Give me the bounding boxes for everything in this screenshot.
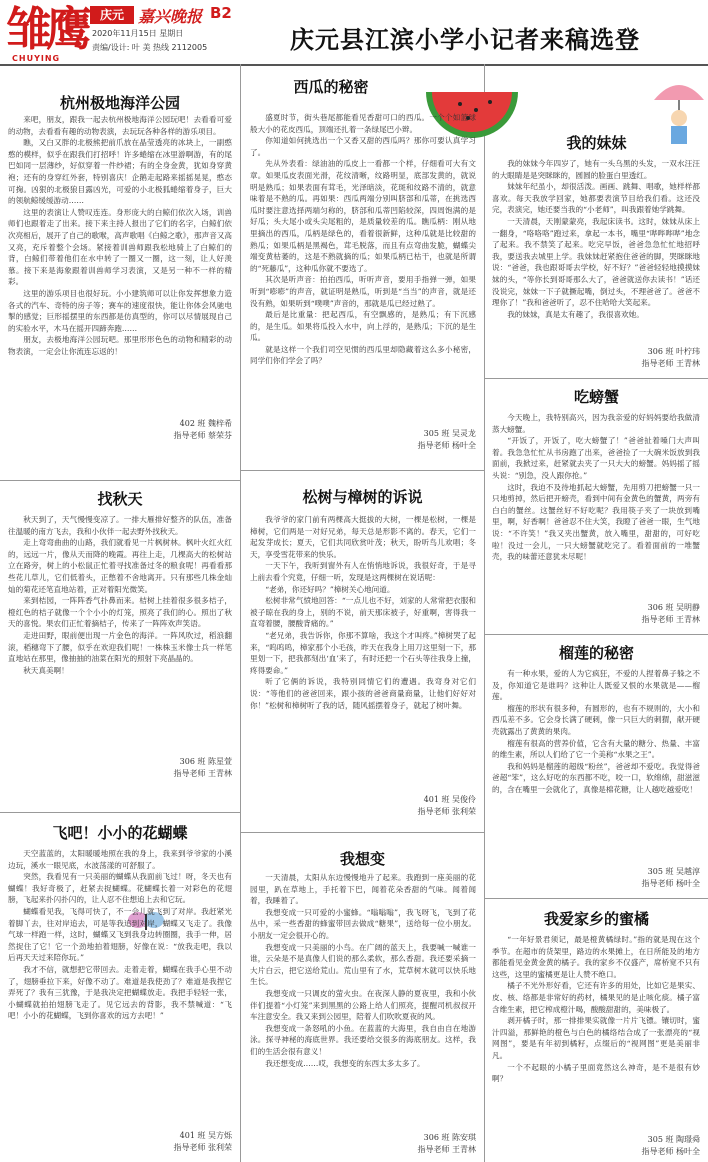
article-paragraph: 松树非常气愤地回答：“一点儿也不好，刘家的人常常把衣服和被子晾在我的身上，别的不说，前天那床被子，好重啊，害得我一直弯着腰，腰酸背痛的。”	[250, 596, 476, 629]
byline-author: 305 班 吴灵龙	[423, 429, 476, 438]
byline-author: 401 班 吴俊伶	[423, 795, 476, 804]
article-paragraph: 蝴蝶看见我，飞得可快了，不一会儿就飞到了对岸。我赶紧光着脚丫去，往对岸追去，可是等我追到对岸，蝴蝶又飞走了。我像气球一样跑一样，这时，蝴蝶又飞到我身边转圈圈，我手一伸，居然捉住了它！它一个劲地拍着翅膀，好像在说：“放我走吧，我以后再天天过来陪你玩。”	[8, 906, 232, 963]
article-paragraph: 这里的表演让人赞叹连连。身形庞大的白鲸们依次入场，训兽师们也跟着走了出来。接下来主持人报出了它们的名字，白鲸们依次亮相后，展开了自己的歌喉，高声歌唱《白鲸之歌》，那声音又高又亮，充斥着整个会场。紧接着训兽师跟我松地骑上了白鲸们的背，白鲸们带着他们在水中转了一圈又一圈，这一刻，让人好羡慕。接下来是海象跟着训兽师学习表演，又是另一种不一样的精彩。	[8, 207, 232, 287]
article-paragraph: 我想变成一只可爱的小蜜蜂。“嗡嗡嗡”，我飞呀飞，飞到了花丛中，采一些香甜的蜂蜜带回去做成“糖果”，送给每一位小朋友。小朋友一定会很开心的。	[250, 907, 476, 940]
byline-author: 306 班 吴明静	[647, 603, 700, 612]
byline-teacher: 指导老师 杨叶全	[641, 1147, 700, 1156]
logo-text: 雏鹰	[6, 2, 86, 56]
article-body-c1	[492, 158, 700, 344]
article-title-c2: 吃螃蟹	[573, 388, 619, 406]
article-title-c4: 我爱家乡的蜜橘	[543, 910, 649, 928]
article-paragraph: 妹妹年纪虽小，却很活泼。画画、跳舞、唱歌，她样样都喜欢。每天我放学回家，她都要表演节目给我们看。这还没完，表演完，她还要当我的“小老师”，叫我跟着她学跳舞。	[492, 182, 700, 215]
article-body-a2	[8, 514, 232, 754]
byline-teacher: 指导老师 杨叶全	[641, 879, 700, 888]
byline-author: 306 班 叶柠玮	[647, 347, 700, 356]
article-title-a3: 飞吧！小小的花蝴蝶	[52, 824, 188, 842]
page-title: 庆元县江滨小学小记者来稿选登	[290, 26, 640, 54]
article-paragraph: 我爷爷的家门前有两棵高大挺拔的大树，一棵是松树，一棵是樟树，它们两是一对好兄弟，每天总是形影不离的。春天，它们一起发芽成长；夏天，它们共同欣赏叶茂；秋天，盼听鸟儿欢唱；冬天，享受雪花带来的快乐。	[250, 515, 476, 559]
article-paragraph: 剥开橘子时，那一排排果实就像一片片飞镖。镶切时，蜜汁四溢，那鲜艳的橙色与白色的橘络结合成了一张漂亮的“视网图”，要是有年初到橘籽，点缀后的“视网图”更是美丽非凡。	[492, 1016, 700, 1060]
article-paragraph: 一个不起眼的小橘子里面竟然这么神奇，是不是很有妙啊？	[492, 1062, 700, 1084]
article-byline-c1	[492, 346, 700, 370]
editor-credits: 责编/设计: 叶 美 热线 2112005	[92, 43, 208, 52]
byline-teacher: 指导老师 王青林	[417, 1145, 476, 1154]
article-paragraph: 今天晚上，我特别高兴，因为我亲爱的好妈妈要给我做清蒸大螃蟹。	[492, 413, 700, 434]
article-body-c4	[492, 934, 700, 1126]
article-byline-a3	[8, 1130, 232, 1154]
article-paragraph: 榴莲有很高的营养价值，它含有大量的糖分、热量、丰富的维生素，所以人们给了它一个美称“水果之王”。	[492, 738, 700, 760]
article-paragraph: 瞧，又白又胖的北极熊把前爪放在晶莹透亮的冰块上，一副憨憨的模样，似乎在跟我们打招呼！许多蜷缩在冰里游啊游，有的尾巴如同一层薄纱，好似穿着一件纱裙；有的全身金黄，犹如身穿黄袍；还有的身穿红外套，特别喜庆！企鹅走起路来摇摇晃晃，憨态可掬。凶狠的北极狼目露凶光，可爱的小北极狐蜷缩着身子，巨大的领航鲸缓缓游动……	[8, 138, 232, 206]
article-paragraph: 我和妈妈是榴莲的超级“粉丝”，爸爸却不爱吃。我觉得爸爸超“笨”，这么好吃的东西都不吃，咬一口，软绵绵，甜滋滋的，含在嘴里一会就化了，真像是棉花糖，让人越吃越爱吃！	[492, 761, 700, 794]
byline-teacher: 指导老师 张利荣	[417, 807, 476, 816]
article-paragraph: 榴莲的形状有很多种，有圆形的，也有不规则的，大小和西瓜差不多。它会身长满了硬刺，像一只巨大的刺猬，献开硬壳就露出了黄黄的果肉。	[492, 703, 700, 736]
article-paragraph: 听了它俩的诉说，我特别同情它们的遭遇。我弯身对它们说：“等他们的爸爸回来，跟小孩的爸爸商量商量，让他们好好对你！”松树和樟树听了我的话，随风摇摆着身子，就起了树叶舞。	[250, 677, 476, 710]
article-body-b2	[250, 514, 476, 790]
article-byline-a2	[8, 756, 232, 780]
article-paragraph: “开饭了，开饭了，吃大螃蟹了！”爸爸扯着嗓门大声叫着。我急急忙忙从书房跑了出来，爸爸捡了一大碗米饭放到我面前，我掀过来，赶紧就去夹了一只大大的螃蟹。妈妈摇了摇头说：“别急，没人跟你抢。”	[492, 436, 700, 480]
article-title-a1: 杭州极地海洋公园	[59, 94, 180, 112]
article-body-a1	[8, 114, 232, 416]
byline-author: 306 班 陈安琪	[423, 1133, 476, 1142]
article-paragraph: 一天清晨，太阳从东边慢慢地升了起来。我跑到一座美丽的花园里，趴在草地上，手托着下巴，闻着花朵香甜的气味。闻着闻着，我睡着了。	[250, 873, 476, 906]
article-byline-b2	[250, 794, 476, 818]
article-title-b1: 西瓜的秘密	[293, 78, 369, 96]
article-paragraph: 来吧，朋友，跟我一起去杭州极地海洋公园玩吧！去看看可爱的动物，去看看有趣的动物表演，去玩玩各种各样的游乐项目。	[8, 115, 232, 136]
byline-author: 306 班 陈星萱	[179, 757, 232, 766]
divider-c3	[485, 898, 708, 899]
article-paragraph: 其次是听声音：拍拍西瓜，听听声音，要用手指弹一弹，如果听到“嘭嘭”的声音，就证明是熟瓜，听到是“当当”的声音，就是还没有熟，如果听到“噗噗”声音的，那就是瓜已经过熟了。	[250, 275, 476, 308]
byline-author: 305 班 吴越淳	[647, 867, 700, 876]
newspaper-name: 嘉兴晚报	[138, 7, 203, 26]
article-paragraph: 橘子不光外形好看，它还有许多的用处，比如它是果实、皮、核、络都是非常好的药材，橘果见的是止咳化痰。橘子富含维生素，把它榨成橙汁喝，酸酸甜甜的，美味极了。	[492, 981, 700, 1014]
article-byline-c4	[492, 1134, 700, 1158]
divider-a2	[0, 812, 240, 813]
article-body-c3	[492, 668, 700, 864]
article-byline-c3	[492, 866, 700, 890]
article-paragraph: 盛夏时节，街头巷尾都能看见香甜可口的西瓜。一个个如篮球般大小的花皮西瓜，顶端还扎着一条绿尾巴小辫。	[250, 113, 476, 134]
masthead	[0, 0, 708, 70]
byline-teacher: 指导老师 张利荣	[173, 1143, 232, 1152]
divider-b1	[241, 470, 484, 471]
byline-teacher: 指导老师 王青林	[173, 769, 232, 778]
article-paragraph: 天空蓝蓝的，太阳暖暖地照在我的身上，我来到爷爷家的小溪边玩，溪水一眼见底，水波荡漾的可舒服了。	[8, 849, 232, 870]
article-paragraph: 来到桔园，一阵阵香气扑鼻而来。桔树上挂着很多很多桔子，橙红色的桔子就像一个个小小的灯笼，照亮了我们的心。照出了秋天的喜悦。果农们正忙着摘桔子，传来了一阵阵欢声笑语。	[8, 596, 232, 629]
article-title-c3: 榴莲的秘密	[558, 644, 634, 662]
byline-author: 402 班 魏梓希	[179, 419, 232, 428]
article-body-b3	[250, 872, 476, 1128]
byline-teacher: 指导老师 王青林	[641, 359, 700, 368]
article-paragraph: 这里的游乐项目也很好玩。小小建筑师可以让你发挥想象力造各式的汽车、奇特的房子等；赛车的速度很快，能让你体会风驰电掣的感觉；巨形摇摆里的东西都是仿真型的，你可以尽情展现自己的实验水平，木马在摇开四蹄奔跑……	[8, 288, 232, 333]
article-paragraph: 我的妹妹今年四岁了，她有一头乌黑的头发，一双水汪汪的大眼睛是是突眯眯的，圆圆的脸蛋白里透红。	[492, 159, 700, 180]
article-body-b1	[250, 112, 476, 424]
article-byline-b1	[250, 428, 476, 452]
byline-author: 401 班 吴方烁	[179, 1131, 232, 1140]
column-divider-left	[240, 64, 241, 1162]
byline-teacher: 指导老师 王青林	[641, 615, 700, 624]
byline-author: 305 班 陶璟舜	[647, 1135, 700, 1144]
article-paragraph: 最后是比重量：把起西瓜，有空飘感的，是熟瓜；有下沉感的，是生瓜。如果将瓜投入水中，向上浮的，是熟瓜；下沉的是生瓜。	[250, 310, 476, 343]
article-title-c1: 我的妹妹	[566, 134, 627, 152]
logo-english: CHUYING	[12, 54, 61, 63]
divider-b2	[241, 832, 484, 833]
article-body-a3	[8, 848, 232, 1126]
article-title-b2: 松树与樟树的诉说	[302, 488, 423, 506]
divider-a1	[0, 480, 240, 481]
article-paragraph: 我想变成一只调皮的萤火虫。在夜深人静的夏夜里，我和小伙伴们提着“小灯笼”来到黑黑的公路上给人们照亮，提醒司机叔叔开车注意安全。我又来到公园里，陪着人们吹吹夏夜的风。	[250, 988, 476, 1022]
article-paragraph: 朋友，去极地海洋公园玩吧。那里形形色色的动物和精彩的动物表演，一定会让你流连忘返的！	[8, 335, 232, 356]
article-paragraph: 就是这样一个我们司空见惯的西瓜里却隐藏着这么多小秘密，同学们你们学会了吗？	[250, 344, 476, 366]
article-paragraph: 我想变成一条怒吼的小鱼。在蓝蓝的大海里，我自由自在地游泳。探寻神秘的海底世界。我还要给交很多的海底朋友。这样，我们的生活会很有意义！	[250, 1023, 476, 1056]
byline-teacher: 指导老师 杨叶全	[417, 441, 476, 450]
article-paragraph: 我才不信，就想把它带回去。走着走着，蝴蝶在我手心里不动了，翅膀垂拉下来，好像不动了。难道是我使劲了？难道是我捏它弄死了？我有三犹豫，于是我决定把蝴蝶放走。我把手轻轻一张，小蝴蝶就拍拍翅膀飞走了。见它远去的背影，我不禁喊道：“飞吧！小小的花蝴蝶，飞到你喜欢的远方去吧！”	[8, 964, 232, 1021]
article-body-c2	[492, 412, 700, 598]
article-paragraph: 有一种水果，爱的人为它疯狂，不爱的人捏着鼻子躲之不及，你知道它是谁吗？这种让人既爱又恨的水果就是——榴莲。	[492, 669, 700, 702]
article-paragraph: 秋天真美啊！	[23, 665, 69, 675]
top-rule	[0, 64, 708, 66]
article-paragraph: 走进田野，眼前便出现一片金色的海洋。一阵风吹过，稻浪翻滚，稻穗弯下了腰，似乎在欢迎我们呢！一株株玉米像士兵一样笔直地站在那里，像抽抽的油菜在阳光的照射下亮晶晶的。	[8, 630, 232, 664]
byline-teacher: 指导老师 蔡荣芬	[173, 431, 232, 440]
article-paragraph: 秋天到了，天气慢慢变凉了。一排大雁排好整齐的队伍，准备往温暖的南方飞去，我和小伙伴一起去野外找秋天。	[8, 515, 232, 536]
masthead-logo	[6, 2, 86, 63]
article-paragraph: 我想变成一只美丽的小鸟。在广阔的蓝天上，我要喊一喊谁一谁，云朵是不是真像人们说的那么柔软，那么香甜。我还要采摘一大片白云，把它送给荒山。荒山里有了水，荒草树木就可以快乐地生长。	[250, 942, 476, 987]
article-paragraph: “老兄弟，我告诉你，你那不算啥，我这个才叫疼。”樟树哭了起来，“呜呜呜，樟家那个小毛孩，昨天在我身上用刀这里刻一下，那里划一下，把我都刻出‘血’来了，有时还把一个石头等往我身上撞，疼得要命。”	[250, 630, 476, 675]
article-paragraph: 突然，我看见有一只美丽的蝴蝶从我面前飞过！呀，冬天也有蝴蝶！我好奇极了，赶紧去捉蝴蝶。花蝴蝶长着一对彩色的花翅膀，飞起来扑闪扑闪的，让人忍不住想追上去和它玩。	[8, 872, 232, 905]
article-byline-b3	[250, 1132, 476, 1156]
article-paragraph: 我还想变成……哎，我想变的东西太多太多了。	[265, 1058, 425, 1068]
article-paragraph: 先从外表看：绿油油的瓜皮上一看都一个样，仔细看可大有文章。如果瓜皮表面光滑，花纹清晰，纹路明显，底部发黄的，就说明是熟瓜；如果表面有茸毛，光泽暗淡，花斑和纹路不清的，就意味着是不熟的瓜。再如果：西瓜两端分别叫脐部和瓜蒂，在挑选西瓜时要注意选择两端匀称的，脐部和瓜蒂凹陷较深，四周饱满的是好瓜；头大尾小或头尖尾粗的，是质量较差的瓜。瞧瓜柄：刚从地里摘出的西瓜，瓜柄是绿色的，看着很新鲜，这种瓜就是比较甜的熟瓜；如果瓜柄是黑褐色，茸毛脱落，而且有点弯曲发脆，蝴蝶尖端变黄枯萎的，这是不熟就摘的瓜；如果瓜柄已枯干，也就是所谓的“死藤瓜”，这种瓜你就不要选了。	[250, 159, 476, 273]
divider-c2	[485, 634, 708, 635]
article-paragraph: “一年好景君须记，最是橙黄橘绿时。”指的就是现在这个季节。在超市的货架里，路边的水果摊上，在日所能及的地方都能看见金黄金黄的橘子。我的家乡不仅盛产，席桥宽不只有这些，这里的蜜橘更是让人赞不绝口。	[492, 935, 700, 979]
article-paragraph: 一天清晨，天刚蒙蒙亮，我起床读书。这时，妹妹从床上一翻身，“咯咯咯”跑过来，拿起一本书，嘴里“哔哔哔哔”地念了起来。我不禁笑了起来。吃完早饭，爸爸急急忙忙地招呼我，要送我去城里上学。我妹妹赶紧抱住爸爸的脚，哭眯眯地说：“爸爸，我也跟哥哥去学校，好不好？”爸爸轻轻地摸摸妹妹的头，“等你长到哥哥那么大了，爸爸就送你去读书！”话还没说完，妹妹一下子就撅起嘴，倒过头，不理爸爸了。爸爸不理你了！”我和爸爸听了，忍不住哈哈大笑起来。	[492, 216, 700, 308]
article-byline-a1	[8, 418, 232, 442]
article-paragraph: “老弟，你还好吗？”樟树关心地问道。	[265, 584, 395, 594]
article-paragraph: 你知道如何挑选出一个又香又甜的西瓜吗？那你可要认真学习了。	[250, 136, 476, 157]
page-number: B2	[210, 4, 232, 22]
column-divider-right	[484, 64, 485, 1162]
article-paragraph: 走上弯弯曲曲的山路，我们就看见一片枫树林。枫叶火红火红的，远远一片，像从天而降的晚霞。再往上走，几棵高大的松树站立在路旁，树上的小松鼠正忙着寻找准备过冬的粮食呢！再看看那些花儿草儿，它们低着头，正憋着不舍地离开。只有那些几株金灿灿的菊花还笔直地站着，正对着阳光微笑。	[8, 538, 232, 594]
article-byline-c2	[492, 602, 700, 626]
article-paragraph: 这时，我迫不及待地抓起大螃蟹，先用剪刀把螃蟹一只一只地剪掉，然后把开螃壳，看到中间有金黄色的蟹黄，两旁有白白的蟹丝。这蟹丝好不好吃呢？我用筷子夹了一块放到嘴里，啊，好香啊！爸爸忍不住大笑，我瞪了爸爸一眼，生气地说：“不许笑！”我又夹出蟹黄，放入嘴里，甜甜的，可好吃啦！没过一会儿，一只大螃蟹就吃完了。看着面前的一堆蟹壳，我的味蕾还意犹未尽呢！	[492, 482, 700, 562]
article-paragraph: 一天下午，我听到窗外有人在悄悄地诉说，我很好奇，于是寻上前去看个究竟，仔细一听，发现是这两棵树在说话呢：	[250, 561, 476, 582]
article-title-a2: 找秋天	[97, 490, 143, 508]
section-badge: 庆元	[90, 6, 134, 24]
article-paragraph: 我的妹妹，真是太有趣了，我很喜欢她。	[507, 309, 644, 319]
article-title-b3: 我想变	[339, 850, 385, 868]
dateline: 2020年11月15日 星期日	[92, 29, 184, 38]
divider-c1	[485, 378, 708, 379]
